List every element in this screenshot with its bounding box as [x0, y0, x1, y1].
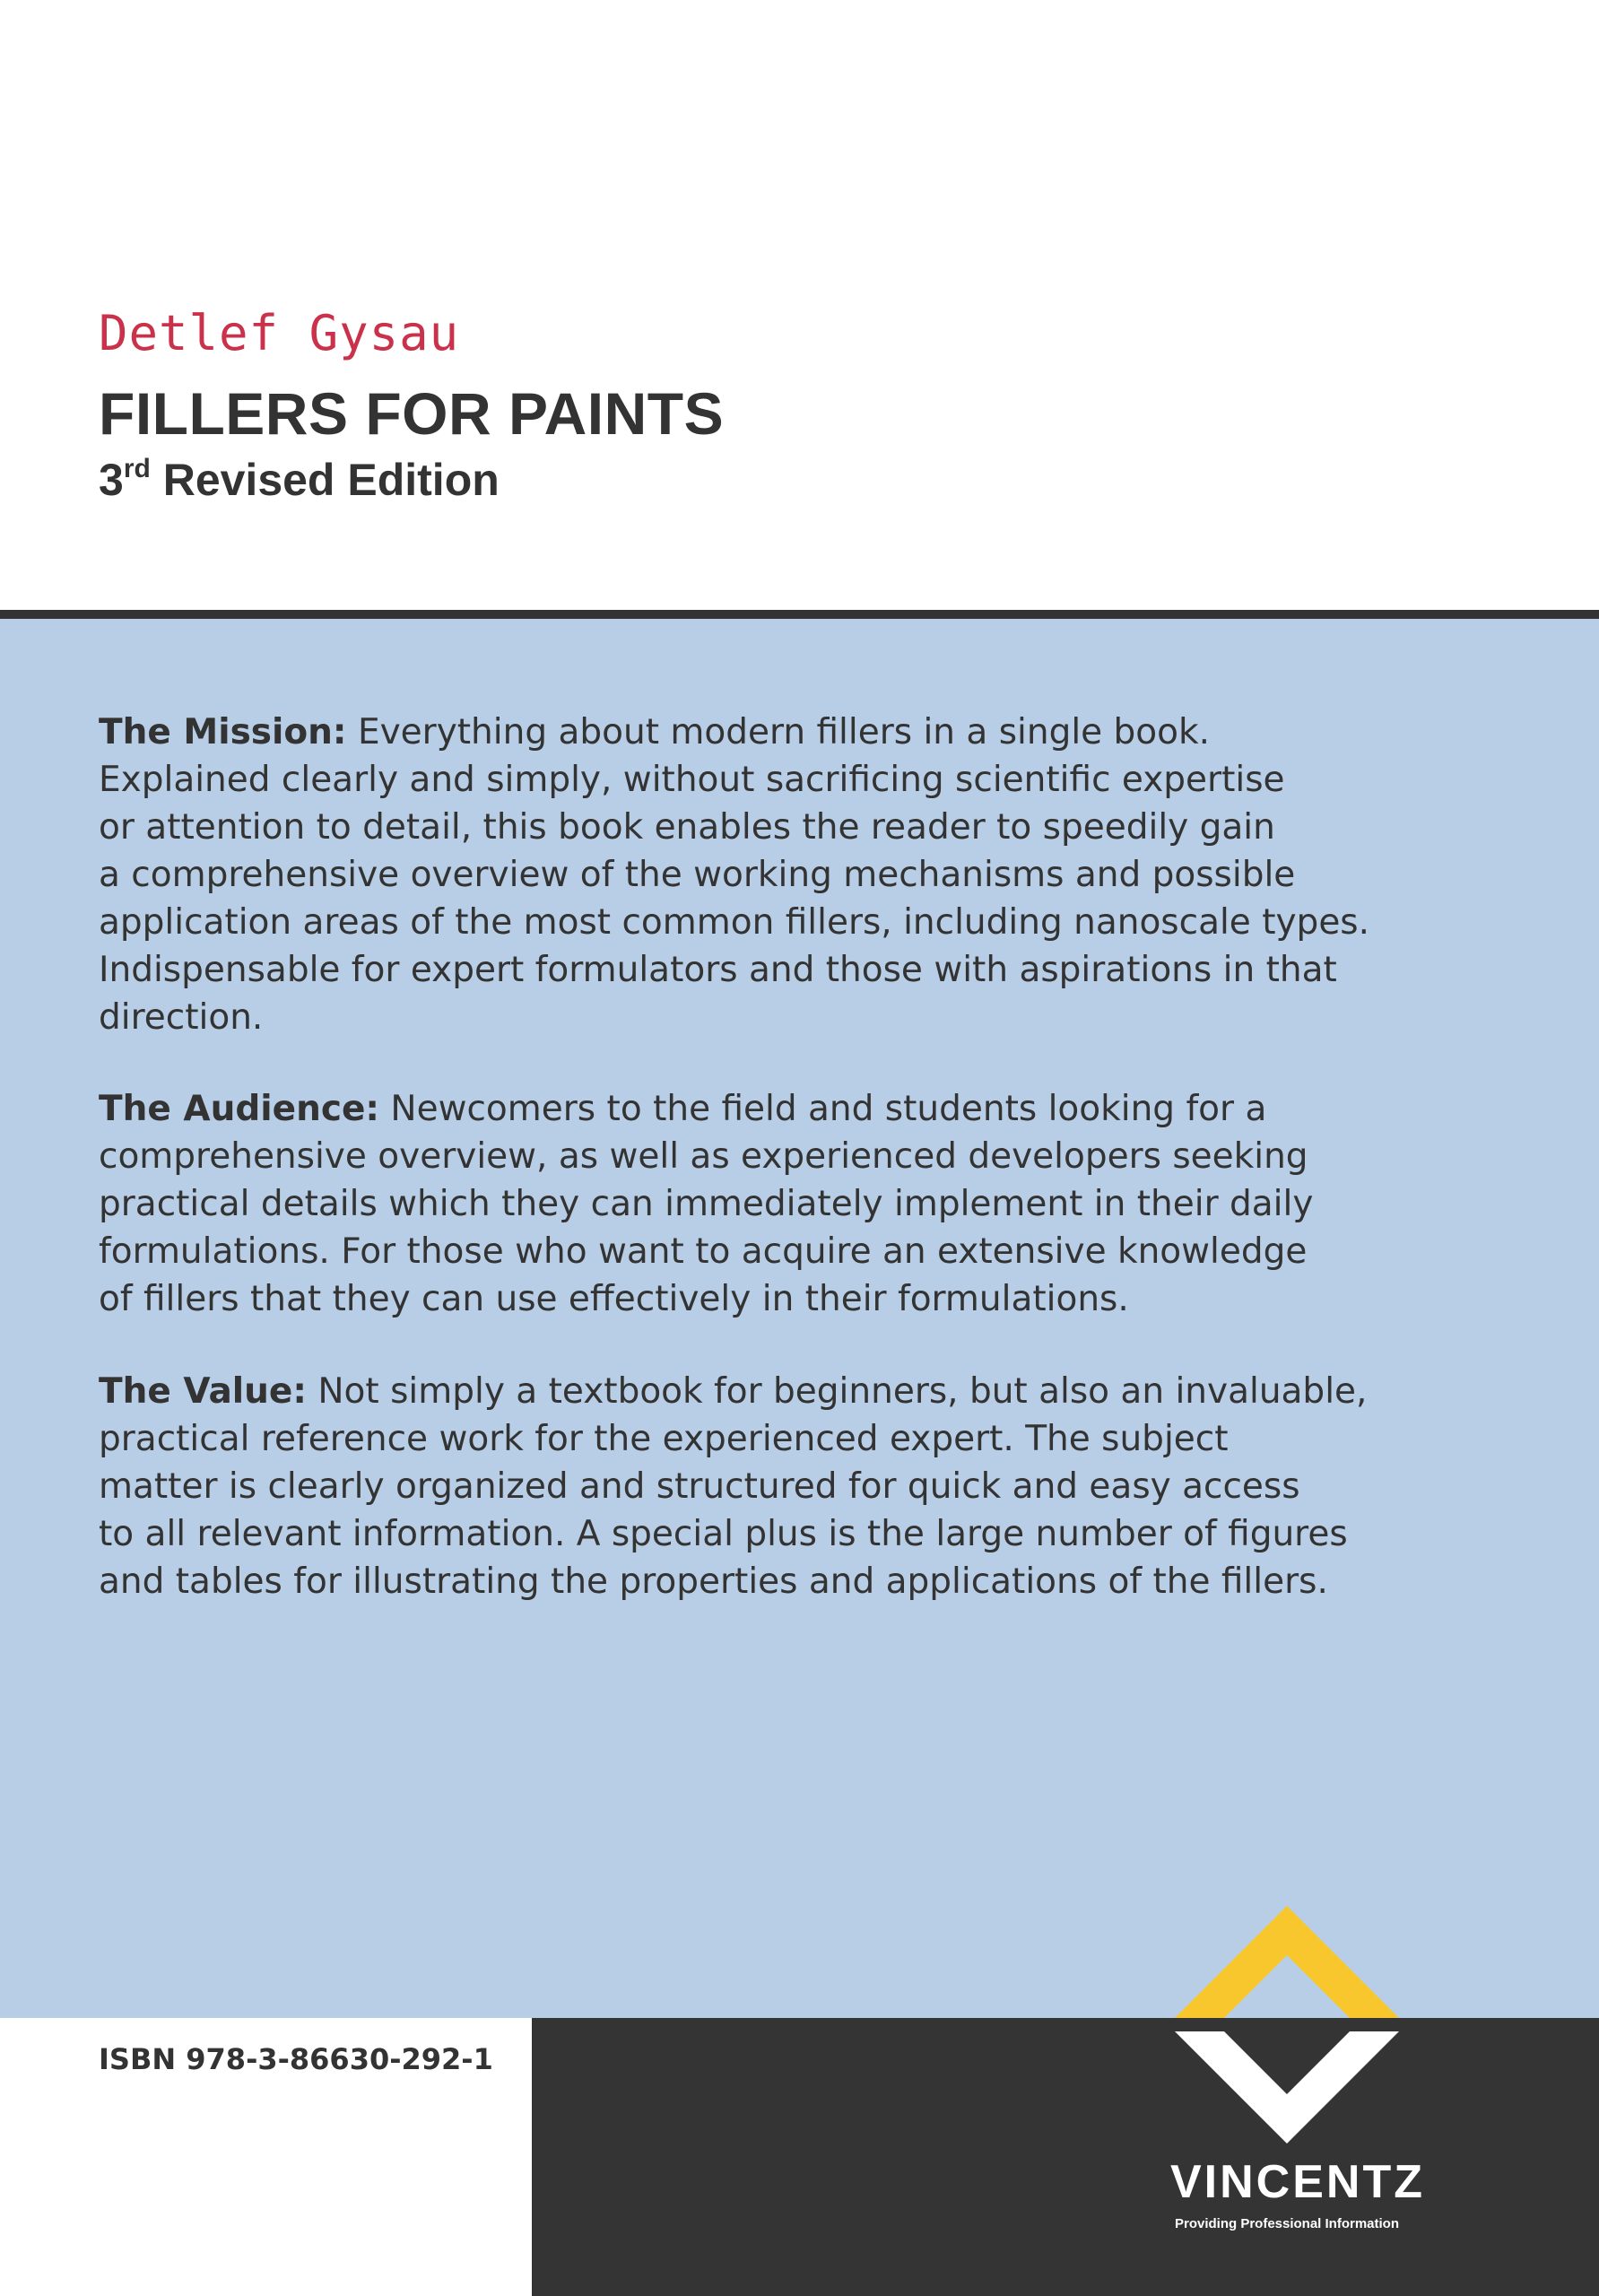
publisher-tagline: Providing Professional Information [1174, 2216, 1400, 2231]
value-line: practical reference work for the experienced expert. The subject [99, 1419, 1229, 1459]
mission-line: direction. [99, 997, 264, 1038]
audience-line: formulations. For those who want to acquire an extensive knowledge [99, 1231, 1308, 1272]
mission-line: Indispensable for expert formulators and those with aspirations in that [99, 950, 1337, 990]
mission-line: Everything about modern fillers in a single book. [357, 712, 1211, 752]
audience-line: Newcomers to the field and students looking for a [390, 1089, 1267, 1129]
audience-line: comprehensive overview, as well as experienced developers seeking [99, 1136, 1308, 1177]
logo-yellow-chevron [1175, 1906, 1399, 2018]
book-title: FILLERS FOR PAINTS [99, 380, 725, 447]
vincentz-chevron-logo-icon [1166, 1901, 1408, 2170]
edition-number: 3 [99, 455, 124, 505]
isbn-number: ISBN 978-3-86630-292-1 [99, 2042, 493, 2076]
publisher-name: VINCENTZ [1170, 2156, 1425, 2208]
divider-rule [0, 610, 1599, 619]
publisher-area [532, 2018, 1599, 2296]
mission-section [99, 709, 1498, 1041]
mission-lead: The Mission: [99, 712, 347, 752]
mission-line: a comprehensive overview of the working mechanisms and possible [99, 855, 1296, 895]
value-line: Not simply a textbook for beginners, but also an invaluable, [317, 1371, 1368, 1412]
value-line: and tables for illustrating the properties and applications of the fillers. [99, 1561, 1328, 1602]
logo-white-chevron [1175, 2031, 1399, 2144]
audience-line: practical details which they can immediately implement in their daily [99, 1184, 1314, 1224]
audience-line: of fillers that they can use effectively in their formulations. [99, 1279, 1129, 1319]
value-lead: The Value: [99, 1371, 307, 1412]
book-edition [99, 454, 500, 505]
audience-lead: The Audience: [99, 1089, 380, 1129]
audience-section [99, 1085, 1498, 1323]
value-line: to all relevant information. A special plus is the large number of figures [99, 1514, 1348, 1554]
mission-line: application areas of the most common fillers, including nanoscale types. [99, 902, 1370, 943]
edition-suffix: rd [123, 454, 151, 483]
value-line: matter is clearly organized and structured for quick and easy access [99, 1466, 1300, 1507]
edition-text: Revised Edition [150, 455, 500, 505]
mission-line: Explained clearly and simply, without sacrificing scientific expertise [99, 760, 1285, 800]
mission-line: or attention to detail, this book enables the reader to speedily gain [99, 807, 1275, 848]
value-section [99, 1368, 1498, 1605]
author-name: Detlef Gysau [99, 305, 460, 361]
